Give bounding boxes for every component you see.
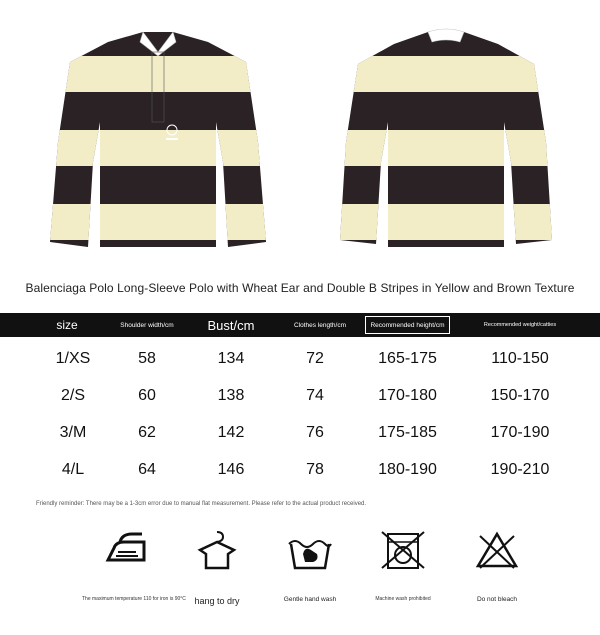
- table-row: [0, 381, 600, 411]
- care-item-no-machine-wash: [358, 530, 448, 620]
- iron-icon: [102, 530, 152, 570]
- table-row: [0, 418, 600, 448]
- table-row: [0, 455, 600, 485]
- table-row: [0, 344, 600, 374]
- header-size: size: [56, 318, 78, 332]
- care-label-hand-wash: Gentle hand wash: [283, 596, 337, 603]
- product-images: [0, 0, 600, 265]
- care-item-no-bleach: [452, 530, 542, 620]
- cell-weight: 190-210: [490, 461, 550, 478]
- cell-bust: 142: [217, 424, 245, 441]
- size-table-header: [0, 313, 600, 337]
- header-height: Recommended height/cm: [365, 316, 450, 334]
- header-length: Clothes length/cm: [293, 321, 347, 329]
- care-label-no-bleach: Do not bleach: [476, 596, 518, 603]
- care-item-hand-wash: [265, 530, 355, 620]
- cell-size: 4/L: [61, 461, 85, 478]
- care-item-hang-dry: [172, 530, 262, 620]
- no-machine-wash-icon: [378, 530, 428, 570]
- header-bust: Bust/cm: [207, 317, 255, 333]
- care-label-no-machine-wash: Machine wash prohibited: [375, 596, 431, 602]
- product-title: Balenciaga Polo Long-Sleeve Polo with Wheat Ear and Double B Stripes in Yellow and Brown Texture: [25, 281, 575, 295]
- cell-length: 72: [306, 350, 324, 367]
- cell-length: 76: [306, 424, 324, 441]
- cell-weight: 170-190: [490, 424, 550, 441]
- cell-length: 78: [306, 461, 324, 478]
- care-label-hang-dry: hang to dry: [194, 596, 240, 606]
- cell-height: 180-190: [378, 461, 437, 478]
- cell-height: 170-180: [378, 387, 437, 404]
- cell-bust: 146: [217, 461, 245, 478]
- cell-height: 165-175: [378, 350, 437, 367]
- cell-bust: 138: [217, 387, 245, 404]
- cell-height: 175-185: [378, 424, 437, 441]
- cell-size: 3/M: [59, 424, 87, 441]
- measurement-reminder: Friendly reminder: There may be a 1-3cm error due to manual flat measurement. Please refer to the actual product received.: [36, 501, 367, 507]
- shirt-front-image: [48, 22, 268, 252]
- cell-weight: 150-170: [490, 387, 550, 404]
- hang-dry-icon: [192, 530, 242, 570]
- hand-wash-icon: [285, 530, 335, 570]
- cell-shoulder: 62: [138, 424, 156, 441]
- cell-bust: 134: [217, 350, 245, 367]
- header-weight: Recommended weight/catties: [483, 322, 557, 328]
- cell-shoulder: 64: [138, 461, 156, 478]
- care-label-iron: The maximum temperature 110 for iron is 90°C: [82, 596, 186, 602]
- care-item-iron: [82, 530, 186, 620]
- cell-shoulder: 58: [138, 350, 156, 367]
- shirt-back-image: [336, 22, 556, 252]
- header-shoulder: Shoulder width/cm: [120, 321, 174, 329]
- cell-weight: 110-150: [491, 350, 549, 367]
- cell-shoulder: 60: [138, 387, 156, 404]
- cell-size: 1/XS: [55, 350, 91, 367]
- no-bleach-icon: [472, 530, 522, 570]
- cell-length: 74: [306, 387, 324, 404]
- cell-size: 2/S: [60, 387, 85, 404]
